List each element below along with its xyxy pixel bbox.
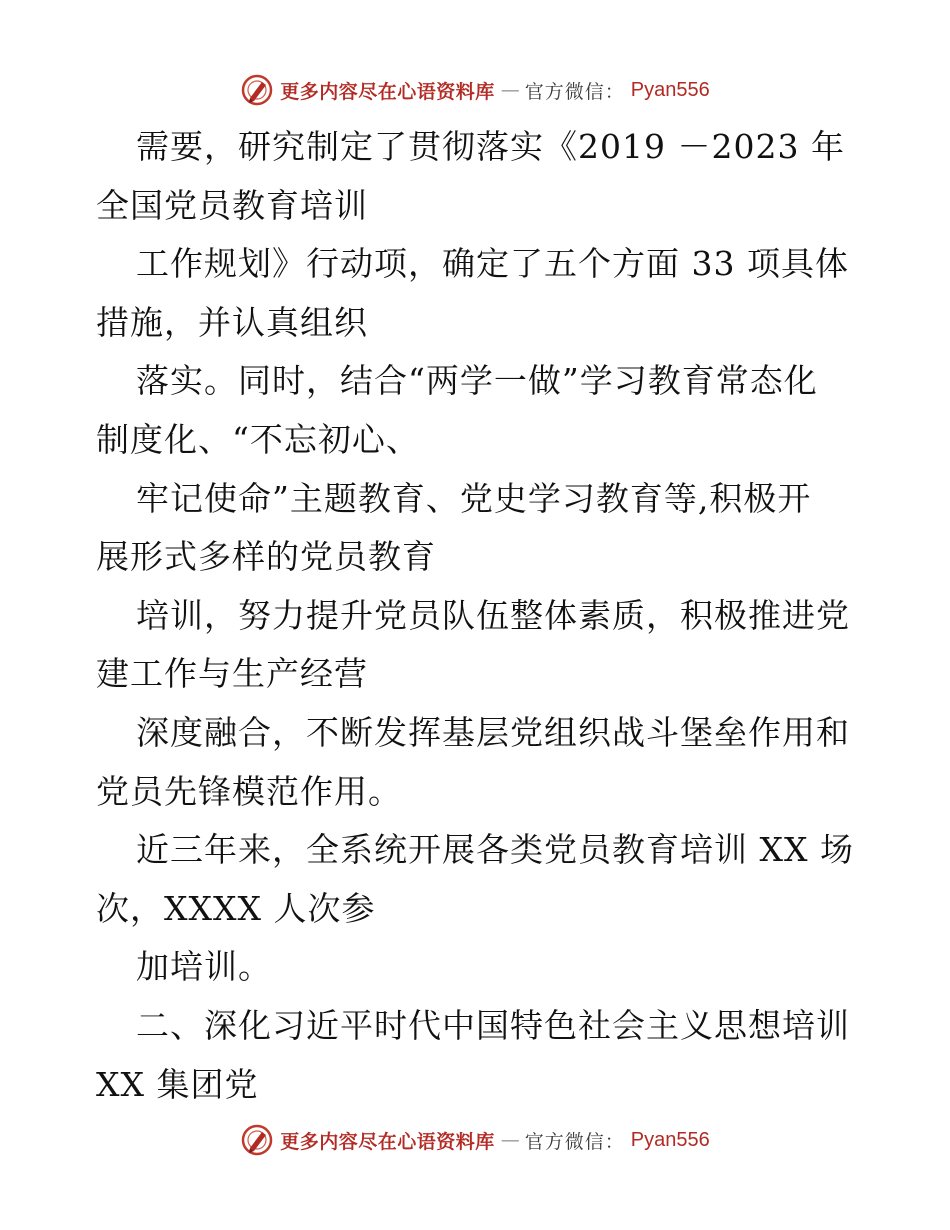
text-line: XX 集团党 — [96, 1064, 259, 1104]
watermark-wechat-label: 官方微信： — [524, 80, 625, 103]
text-line: 全国党员教育培训 — [96, 185, 368, 225]
text-line: 党员先锋模范作用。 — [96, 771, 402, 811]
watermark-brand-text: 更多内容尽在心语资料库 — [280, 80, 495, 103]
text-line: 深度融合，不断发挥基层党组织战斗堡垒作用和 — [136, 712, 850, 752]
watermark-wechat-id: Pyan556 — [630, 78, 710, 101]
text-line: 加培训。 — [136, 947, 272, 987]
text-line: 需要，研究制定了贯彻落实《2019 －2023 年 — [136, 127, 845, 166]
text-line: 二、深化习近平时代中国特色社会主义思想培训 — [136, 1005, 850, 1045]
text-line: 制度化、“不忘初心、 — [96, 419, 420, 459]
text-line: 建工作与生产经营 — [96, 654, 368, 694]
header-watermark — [0, 70, 950, 110]
watermark-dash: — — [500, 1129, 519, 1151]
watermark-brand-text: 更多内容尽在心语资料库 — [280, 1130, 495, 1153]
watermark-wechat-label: 官方微信： — [524, 1130, 625, 1153]
text-line: 工作规划》行动项，确定了五个方面 33 项具体 — [136, 244, 849, 284]
text-line: 次，XXXX 人次参 — [96, 888, 376, 928]
text-line: 牢记使命”主题教育、党史学习教育等,积极开 — [136, 478, 812, 518]
watermark-dash: — — [500, 79, 519, 101]
watermark-wechat-id: Pyan556 — [630, 1128, 710, 1151]
text-line: 培训，努力提升党员队伍整体素质，积极推进党 — [136, 595, 850, 635]
text-line: 措施，并认真组织 — [96, 302, 368, 342]
text-line: 落实。同时，结合“两学一做”学习教育常态化 — [136, 361, 818, 401]
pen-nib-icon — [240, 1123, 274, 1157]
document-body — [96, 118, 856, 1114]
footer-watermark — [0, 1120, 950, 1160]
text-line: 近三年来，全系统开展各类党员教育培训 XX 场 — [136, 830, 854, 870]
pen-nib-icon — [240, 73, 274, 107]
text-line: 展形式多样的党员教育 — [96, 537, 436, 577]
